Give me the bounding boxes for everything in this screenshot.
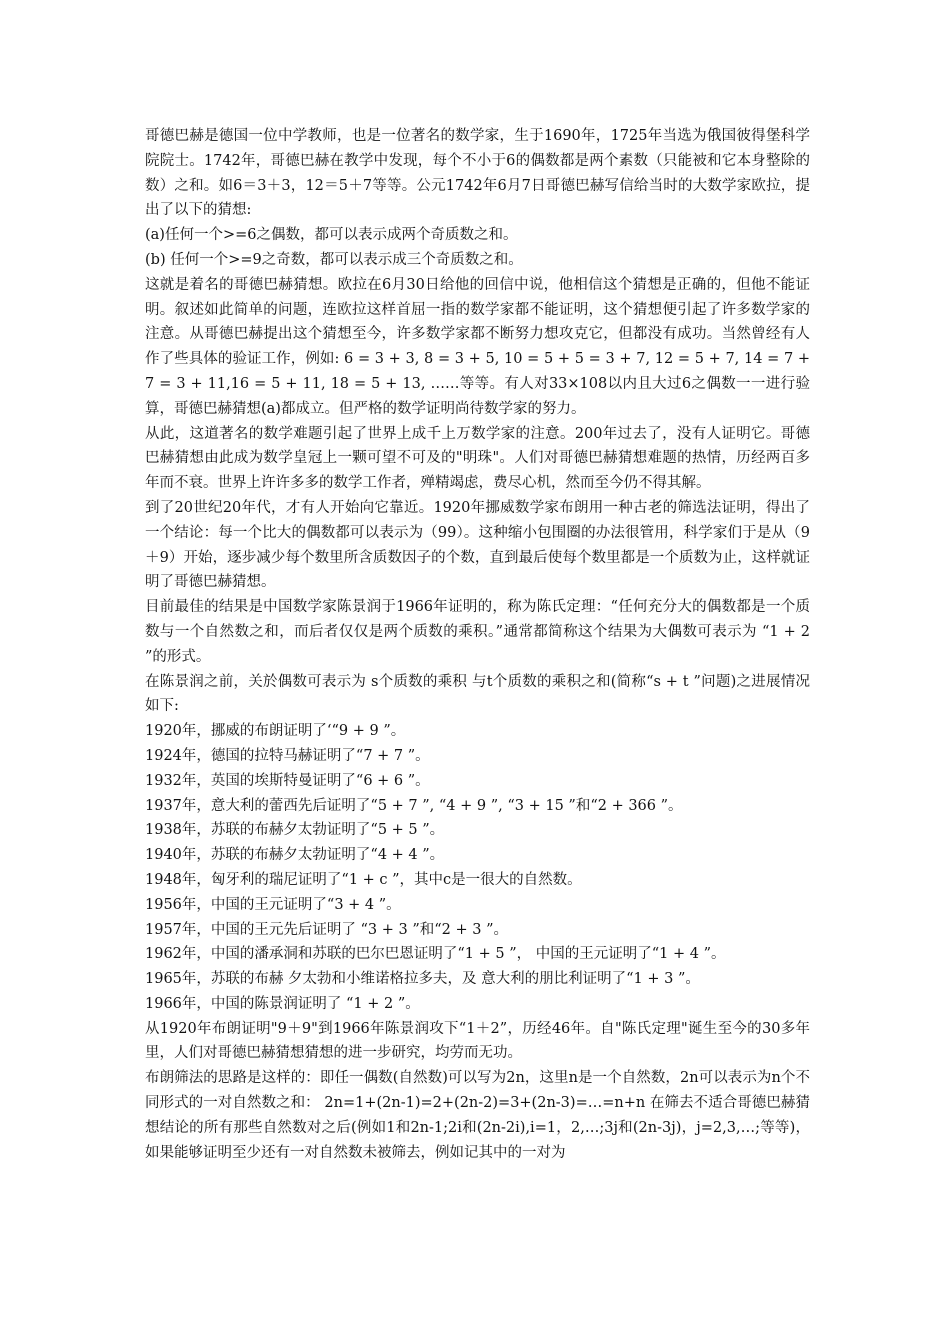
document-body [145,124,810,1165]
timeline-item: 1920年，挪威的布朗证明了‘“9 + 9 ”。 [145,723,406,740]
timeline-item: 1937年，意大利的蕾西先后证明了“5 + 7 ”, “4 + 9 ”, “3 + 15 ”和“2 + 366 ”。 [145,797,683,814]
timeline-item: 1965年，苏联的布赫 夕太勃和小维诺格拉多夫，及 意大利的朋比利证明了“1 + 3 ”。 [145,971,700,988]
paragraph-sieve-method: 布朗筛法的思路是这样的：即任一偶数(自然数)可以写为2n，这里n是一个自然数，2n可以表示为n个不同形式的一对自然数之和： 2n=1+(2n-1)=2+(2n-2)=3+(2n-3)=…=n+n 在筛去不适合哥德巴赫猜想结论的所有那些自然数对之后(例如1和2n-1;2i和(2n-2i),i=1，2,…;3j和(2n-3j)，j=2,3,…;等等)，如果能够证明至少还有一对自然数未被筛去，例如记其中的一对为 [145,1070,810,1161]
timeline-item: 1956年，中国的王元证明了“3 + 4 ”。 [145,896,401,913]
timeline-item: 1957年，中国的王元先后证明了 “3 + 3 ”和“2 + 3 ”。 [145,921,509,938]
timeline-item: 1938年，苏联的布赫夕太勃证明了“5 + 5 ”。 [145,822,445,839]
paragraph-summary: 从1920年布朗证明"9＋9"到1966年陈景润攻下“1＋2”，历经46年。自"陈氏定理"诞生至今的30多年里，人们对哥德巴赫猜想猜想的进一步研究，均劳而无功。 [145,1020,810,1062]
timeline-item: 1948年，匈牙利的瑞尼证明了“1 + c ”，其中c是一很大的自然数。 [145,871,582,888]
paragraph-intro: 哥德巴赫是德国一位中学教师，也是一位著名的数学家，生于1690年，1725年当选为俄国彼得堡科学院院士。1742年，哥德巴赫在教学中发现，每个不小于6的偶数都是两个素数（只能被和它本身整除的数）之和。如6＝3＋3，12＝5＋7等等。公元1742年6月7日哥德巴赫写信给当时的大数学家欧拉，提出了以下的猜想: [145,128,810,219]
paragraph-conjecture-a: (a)任何一个>=6之偶数，都可以表示成两个奇质数之和。 [145,227,518,244]
paragraph-conjecture-b: (b) 任何一个>=9之奇数，都可以表示成三个奇质数之和。 [145,251,523,268]
timeline-item: 1924年，德国的拉特马赫证明了“7 + 7 ”。 [145,747,430,764]
paragraph-chen-theorem: 目前最佳的结果是中国数学家陈景润于1966年证明的，称为陈氏定理：“任何充分大的偶数都是一个质数与一个自然数之和，而后者仅仅是两个质数的乘积。”通常都简称这个结果为大偶数可表示为 “1 + 2 ”的形式。 [145,599,810,665]
timeline-item: 1940年，苏联的布赫夕太勃证明了“4 + 4 ”。 [145,847,445,864]
timeline-item: 1962年，中国的潘承洞和苏联的巴尔巴恩证明了“1 + 5 ”， 中国的王元证明了“1 + 4 ”。 [145,946,726,963]
paragraph-brun: 到了20世纪20年代，才有人开始向它靠近。1920年挪威数学家布朗用一种古老的筛选法证明，得出了一个结论：每一个比大的偶数都可以表示为（99）。这种缩小包围圈的办法很管用，科学家们于是从（9＋9）开始，逐步减少每个数里所含质数因子的个数，直到最后使每个数里都是一个质数为止，这样就证明了哥德巴赫猜想。 [145,499,810,591]
timeline-item: 1932年，英国的埃斯特曼证明了“6 + 6 ”。 [145,772,430,789]
paragraph-progress-intro: 在陈景润之前，关於偶数可表示为 s个质数的乘积 与t个质数的乘积之和(简称“s + t ”问题)之进展情况如下: [145,673,810,715]
paragraph-attention: 从此，这道著名的数学难题引起了世界上成千上万数学家的注意。200年过去了，没有人证明它。哥德巴赫猜想由此成为数学皇冠上一颗可望不可及的"明珠"。人们对哥德巴赫猜想难题的热情，历经两百多年而不衰。世界上许许多多的数学工作者，殚精竭虑，费尽心机，然而至今仍不得其解。 [145,425,810,492]
paragraph-euler-reply: 这就是着名的哥德巴赫猜想。欧拉在6月30日给他的回信中说，他相信这个猜想是正确的，但他不能证明。叙述如此简单的问题，连欧拉这样首屈一指的数学家都不能证明，这个猜想便引起了许多数学家的注意。从哥德巴赫提出这个猜想至今，许多数学家都不断努力想攻克它，但都没有成功。当然曾经有人作了些具体的验证工作，例如: 6 = 3 + 3, 8 = 3 + 5, 10 = 5 + 5 = 3 + 7, 12 = 5 + 7, 14 = 7 + 7 = 3 + 11,16 = 5 + 11, 18 = 5 + 13, ……等等。有人对33×108以内且大过6之偶数一一进行验算，哥德巴赫猜想(a)都成立。但严格的数学证明尚待数学家的努力。 [145,276,810,417]
timeline-item: 1966年，中国的陈景润证明了 “1 + 2 ”。 [145,995,420,1012]
